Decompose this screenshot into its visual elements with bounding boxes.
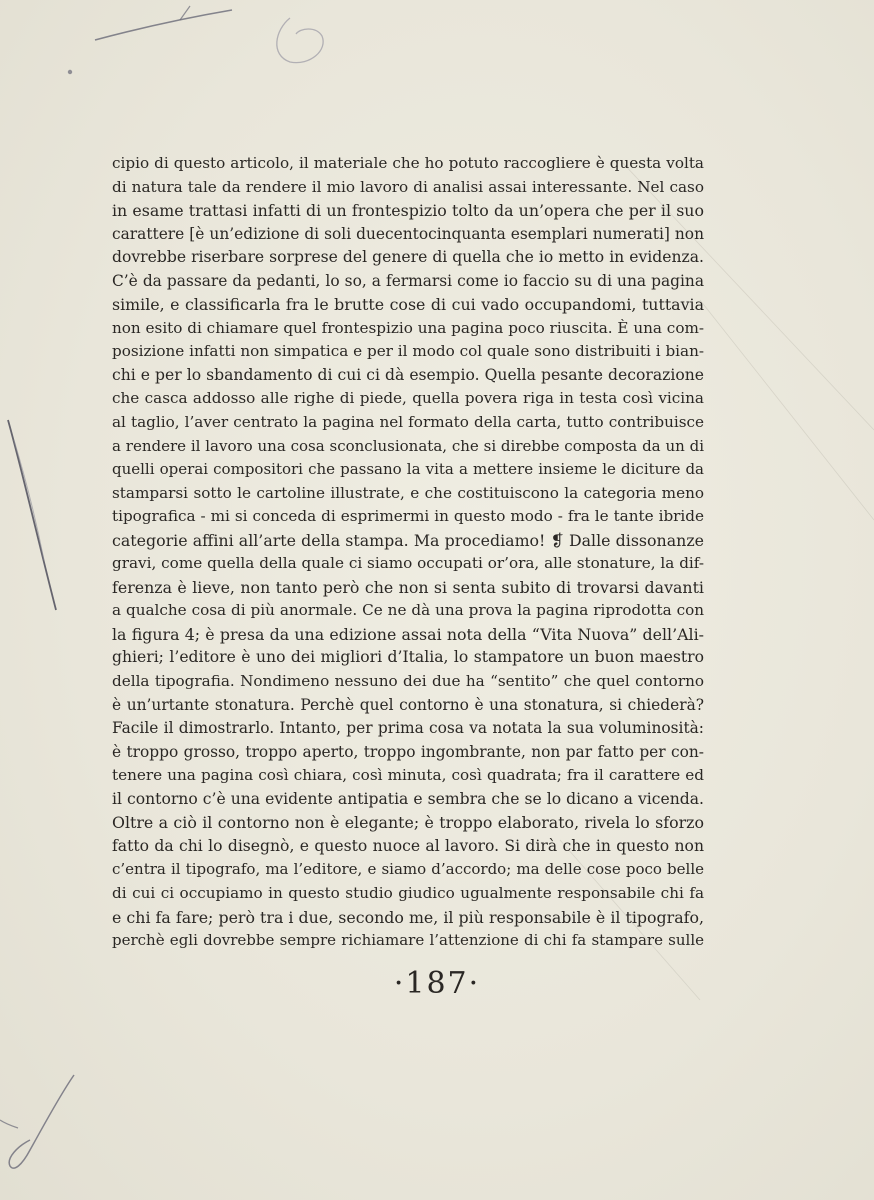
text-line: che casca addosso alle righe di piede, quella povera riga in testa così vicina (112, 389, 704, 408)
text-line: dovrebbe riserbare sorprese del genere di quella che io metto in evidenza. (112, 248, 704, 267)
text-line: cipio di questo articolo, il materiale che ho potuto raccogliere è questa volta (112, 154, 704, 172)
text-line: è troppo grosso, troppo aperto, troppo ingombrante, non par fatto per con- (112, 742, 704, 761)
text-line: posizione infatti non simpatica e per il modo col quale sono distribuiti i bian- (112, 342, 704, 361)
text-line: tenere una pagina così chiara, così minuta, così quadrata; fra il carattere ed (112, 766, 704, 785)
text-line: stamparsi sotto le cartoline illustrate, e che costituiscono la categoria meno (112, 483, 704, 502)
text-line: a rendere il lavoro una cosa sconclusionata, che si direbbe composta da un di (112, 436, 704, 455)
text-line: ghieri; l’editore è uno dei migliori d’Italia, lo stampatore un buon maestro (112, 648, 704, 667)
text-line: perchè egli dovrebbe sempre richiamare l’attenzione di chi fa stampare sulle (112, 931, 704, 950)
text-line: fatto da chi lo disegnò, e questo nuoce al lavoro. Si dirà che in questo non (112, 836, 704, 855)
text-line: categorie affini all’arte della stampa. Ma procediamo! ❡ Dalle dissonanze (112, 530, 704, 550)
text-line: chi e per lo sbandamento di cui ci dà esempio. Quella pesante decorazione (112, 365, 704, 384)
text-line: non esito di chiamare quel frontespizio una pagina poco riuscita. È una com- (112, 318, 704, 337)
text-line: Oltre a ciò il contorno non è elegante; è troppo elaborato, rivela lo sforzo (112, 813, 704, 833)
text-line: carattere [è un’edizione di soli duecentocinquanta esemplari numerati] non (112, 224, 704, 243)
text-line: al taglio, l’aver centrato la pagina nel formato della carta, tutto contribuisce (112, 413, 704, 432)
text-line: Facile il dimostrarlo. Intanto, per prima cosa va notata la sua voluminosità: (112, 719, 704, 738)
text-line: ferenza è lieve, non tanto però che non si senta subito di trovarsi davanti (112, 577, 704, 597)
text-line: C’è da passare da pedanti, lo so, a fermarsi come io faccio su di una pagina (112, 271, 704, 290)
text-line: quelli operai compositori che passano la vita a mettere insieme le diciture da (112, 460, 704, 479)
text-line: e chi fa fare; però tra i due, secondo me, il più responsabile è il tipografo, (112, 907, 704, 927)
text-line: a qualche cosa di più anormale. Ce ne dà una prova la pagina riprodotta con (112, 601, 704, 620)
text-line: gravi, come quella della quale ci siamo occupati or’ora, alle stonature, la dif- (112, 554, 704, 573)
text-line: la figura 4; è presa da una edizione assai nota della “Vita Nuova” dell’Ali- (112, 624, 704, 644)
text-line: è un’urtante stonatura. Perchè quel contorno è una stonatura, si chiederà? (112, 695, 704, 714)
text-line: di natura tale da rendere il mio lavoro di analisi assai interessante. Nel caso (112, 177, 704, 196)
page-number: ·187· (393, 966, 481, 1001)
text-line: tipografica - mi si conceda di esprimermi in questo modo - fra le tante ibride (112, 507, 704, 526)
text-line: di cui ci occupiamo in questo studio giudico ugualmente responsabile chi fa (112, 883, 704, 902)
body-text (112, 152, 704, 953)
text-line: in esame trattasi infatti di un frontespizio tolto da un’opera che per il suo (112, 201, 704, 221)
text-line: il contorno c’è una evidente antipatia e sembra che se lo dicano a vicenda. (112, 789, 704, 808)
text-line: simile, e classificarla fra le brutte cose di cui vado occupandomi, tuttavia (112, 295, 704, 315)
text-line: della tipografia. Nondimeno nessuno dei due ha “sentito” che quel contorno (112, 672, 704, 691)
text-line: c’entra il tipografo, ma l’editore, e siamo d’accordo; ma delle cose poco belle (112, 860, 704, 879)
